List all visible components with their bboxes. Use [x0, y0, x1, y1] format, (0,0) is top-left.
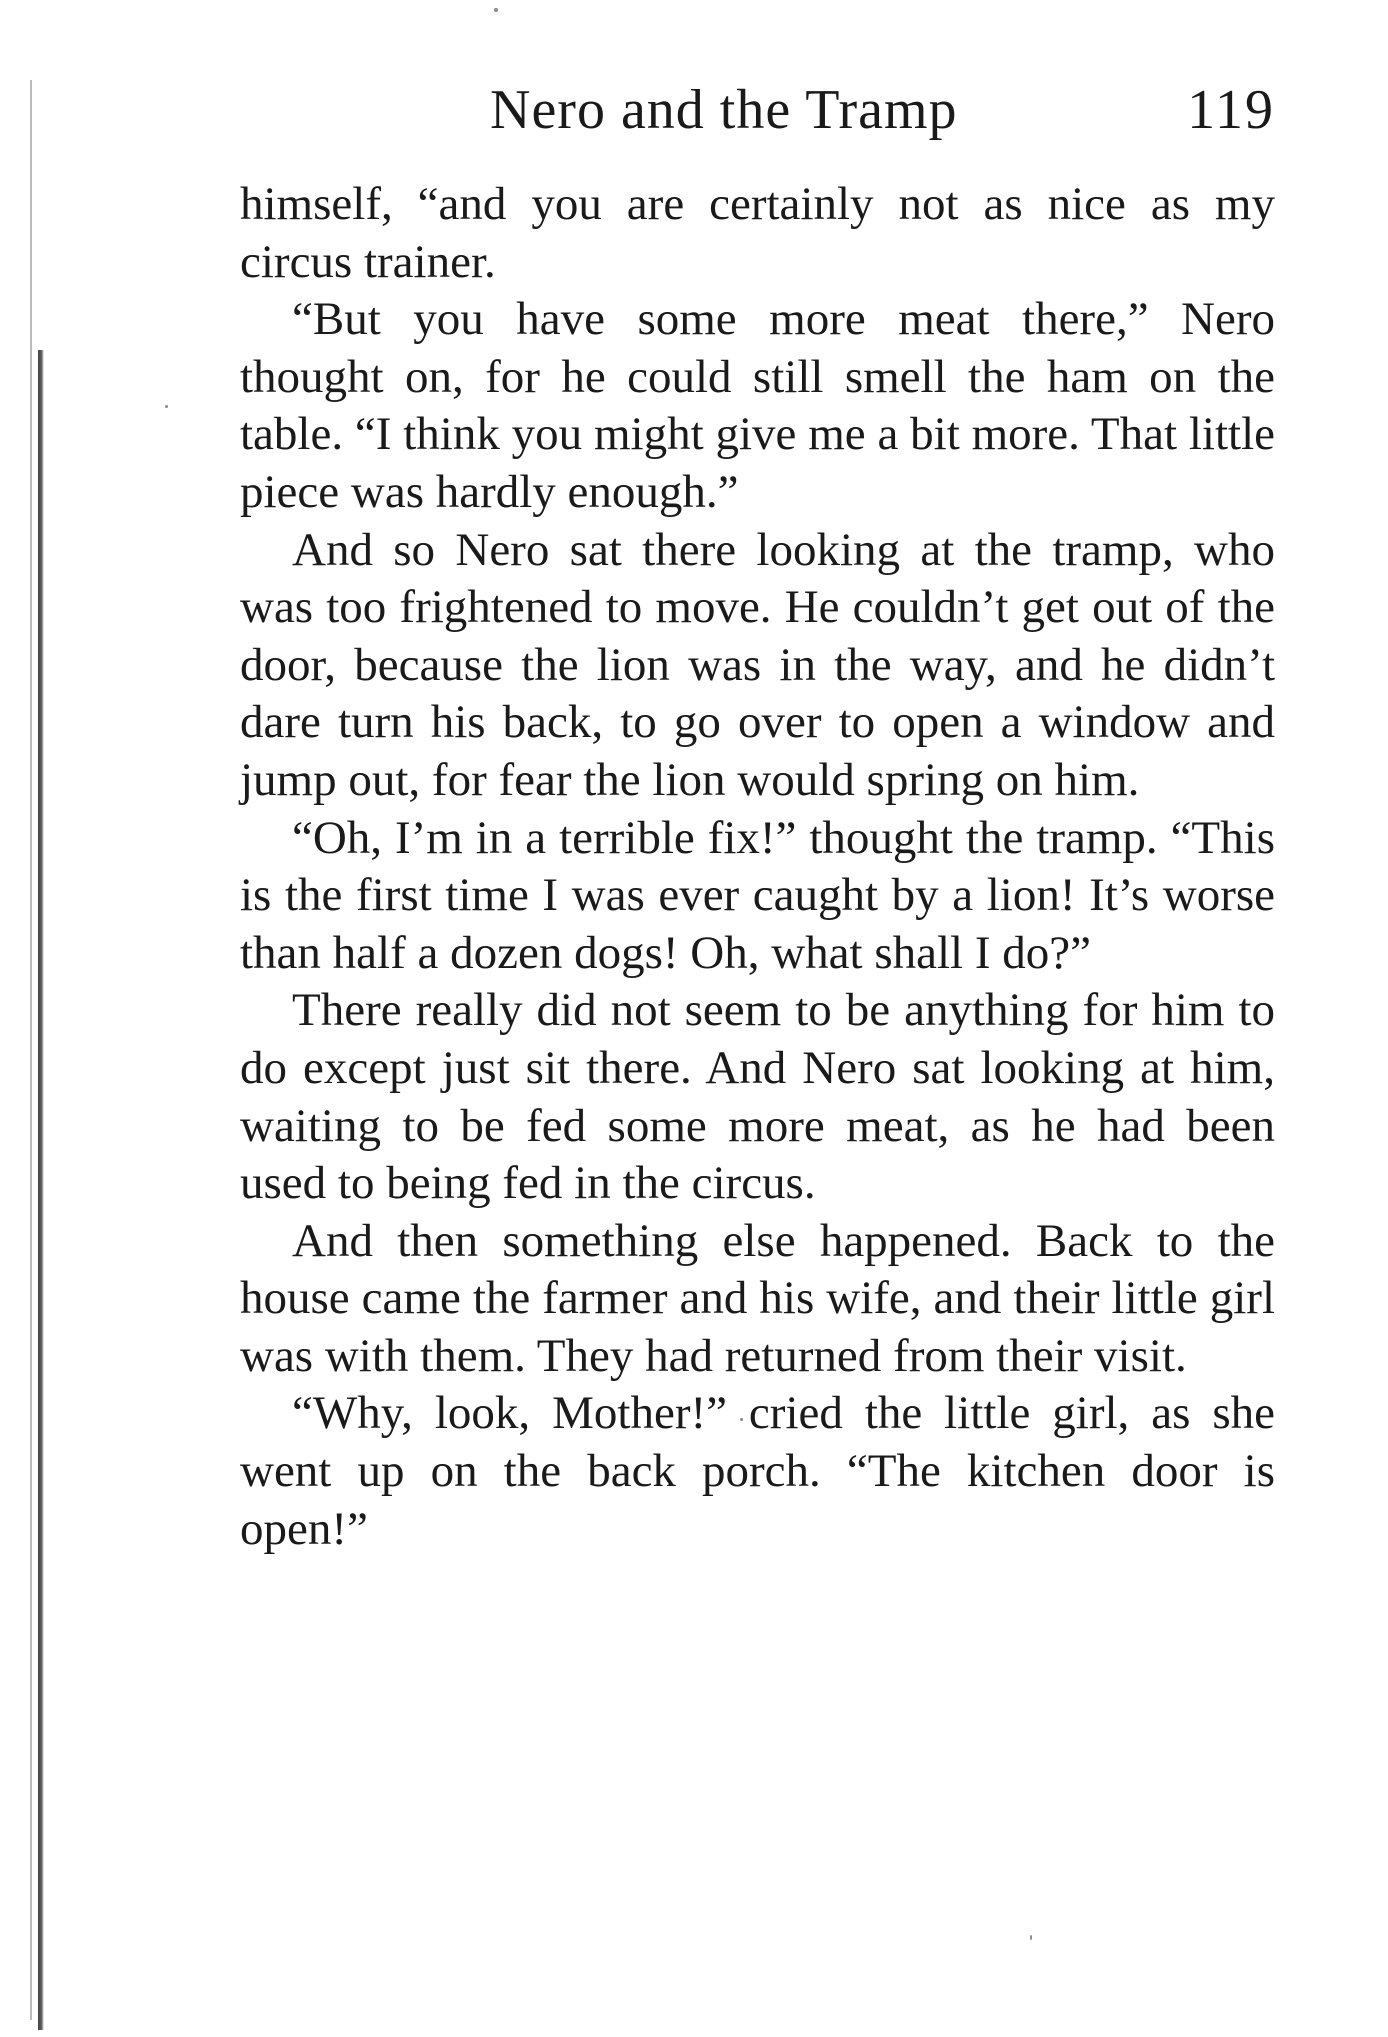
body-text	[240, 176, 1275, 1558]
scan-speck	[165, 405, 168, 408]
paragraph: “Why, look, Mother!” cried the little girl, as she went up on the back porch. “The kitchen door is open!”	[240, 1387, 1275, 1555]
running-head: Nero and the Tramp	[490, 79, 958, 141]
page-number: 119	[1187, 79, 1275, 141]
scan-speck	[1030, 1935, 1032, 1940]
paragraph: himself, “and you are certainly not as nice as my circus trainer.	[240, 178, 1275, 288]
paragraph: And so Nero sat there looking at the tramp, who was too frightened to move. He couldn’t get out of the door, because the lion was in the way, and he didn’t dare turn his back, to go over to open a window and jump out, for fear the lion would spring on him.	[240, 523, 1275, 806]
paragraph: And then something else happened. Back to the house came the farmer and his wife, and their little girl was with them. They had returned from their visit.	[240, 1214, 1275, 1382]
page-header	[240, 78, 1275, 158]
paragraph: There really did not seem to be anything for him to do except just sit there. And Nero sat looking at him, waiting to be fed some more meat, as he had been used to being fed in the circus.	[240, 984, 1275, 1210]
binding-edge-shadow	[30, 80, 32, 2020]
paragraph: “Oh, I’m in a terrible fix!” thought the tramp. “This is the first time I was ever caught by a lion! It’s worse than half a dozen dogs! Oh, what shall I do?”	[240, 811, 1275, 979]
scan-speck	[494, 8, 498, 12]
paragraph: “But you have some more meat there,” Nero thought on, for he could still smell the ham on the table. “I think you might give me a bit more. That little piece was hardly enough.”	[240, 293, 1275, 518]
binding-gutter	[38, 350, 44, 2030]
